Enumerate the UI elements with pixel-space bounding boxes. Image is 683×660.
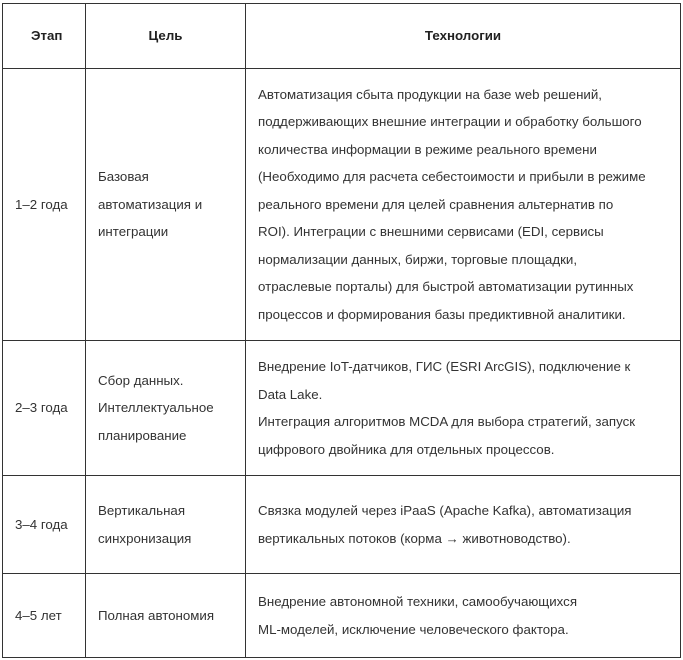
goal-cell: Вертикальная синхронизация <box>86 476 246 574</box>
roadmap-table <box>2 3 681 658</box>
table-row <box>3 69 681 341</box>
tech-cell: Связка модулей через iPaaS (Apache Kafka), автоматизация вертикальных потоков (корма → животноводство). <box>246 476 681 574</box>
tech-cell: Внедрение IoT-датчиков, ГИС (ESRI ArcGIS), подключение к Data Lake. Интеграция алгоритмов MCDA для выбора стратегий, запуск цифрового двойника для отдельных процессов. <box>246 341 681 476</box>
header-stage: Этап <box>3 4 86 69</box>
goal-cell: Полная автономия <box>86 574 246 658</box>
header-goal: Цель <box>86 4 246 69</box>
header-tech: Технологии <box>246 4 681 69</box>
goal-cell: Базовая автоматизация и интеграции <box>86 69 246 341</box>
header-row <box>3 4 681 69</box>
tech-cell: Автоматизация сбыта продукции на базе web решений, поддерживающих внешние интеграции и обработку большого количества информации в режиме реального времени (Необходимо для расчета себестоимости и прибыли в режиме реального времени для целей сравнения альтернатив по ROI). Интеграции с внешними сервисами (EDI, сервисы нормализации данных, биржи, торговые площадки, отраслевые порталы) для быстрой автоматизации рутинных процессов и формирования базы предиктивной аналитики. <box>246 69 681 341</box>
table-row <box>3 476 681 574</box>
tech-cell: Внедрение автономной техники, самообучающихся ML-моделей, исключение человеческого фактора. <box>246 574 681 658</box>
stage-cell: 2–3 года <box>3 341 86 476</box>
stage-cell: 4–5 лет <box>3 574 86 658</box>
table-row <box>3 574 681 658</box>
stage-cell: 1–2 года <box>3 69 86 341</box>
table-row <box>3 341 681 476</box>
goal-cell: Сбор данных. Интеллектуальное планирование <box>86 341 246 476</box>
stage-cell: 3–4 года <box>3 476 86 574</box>
